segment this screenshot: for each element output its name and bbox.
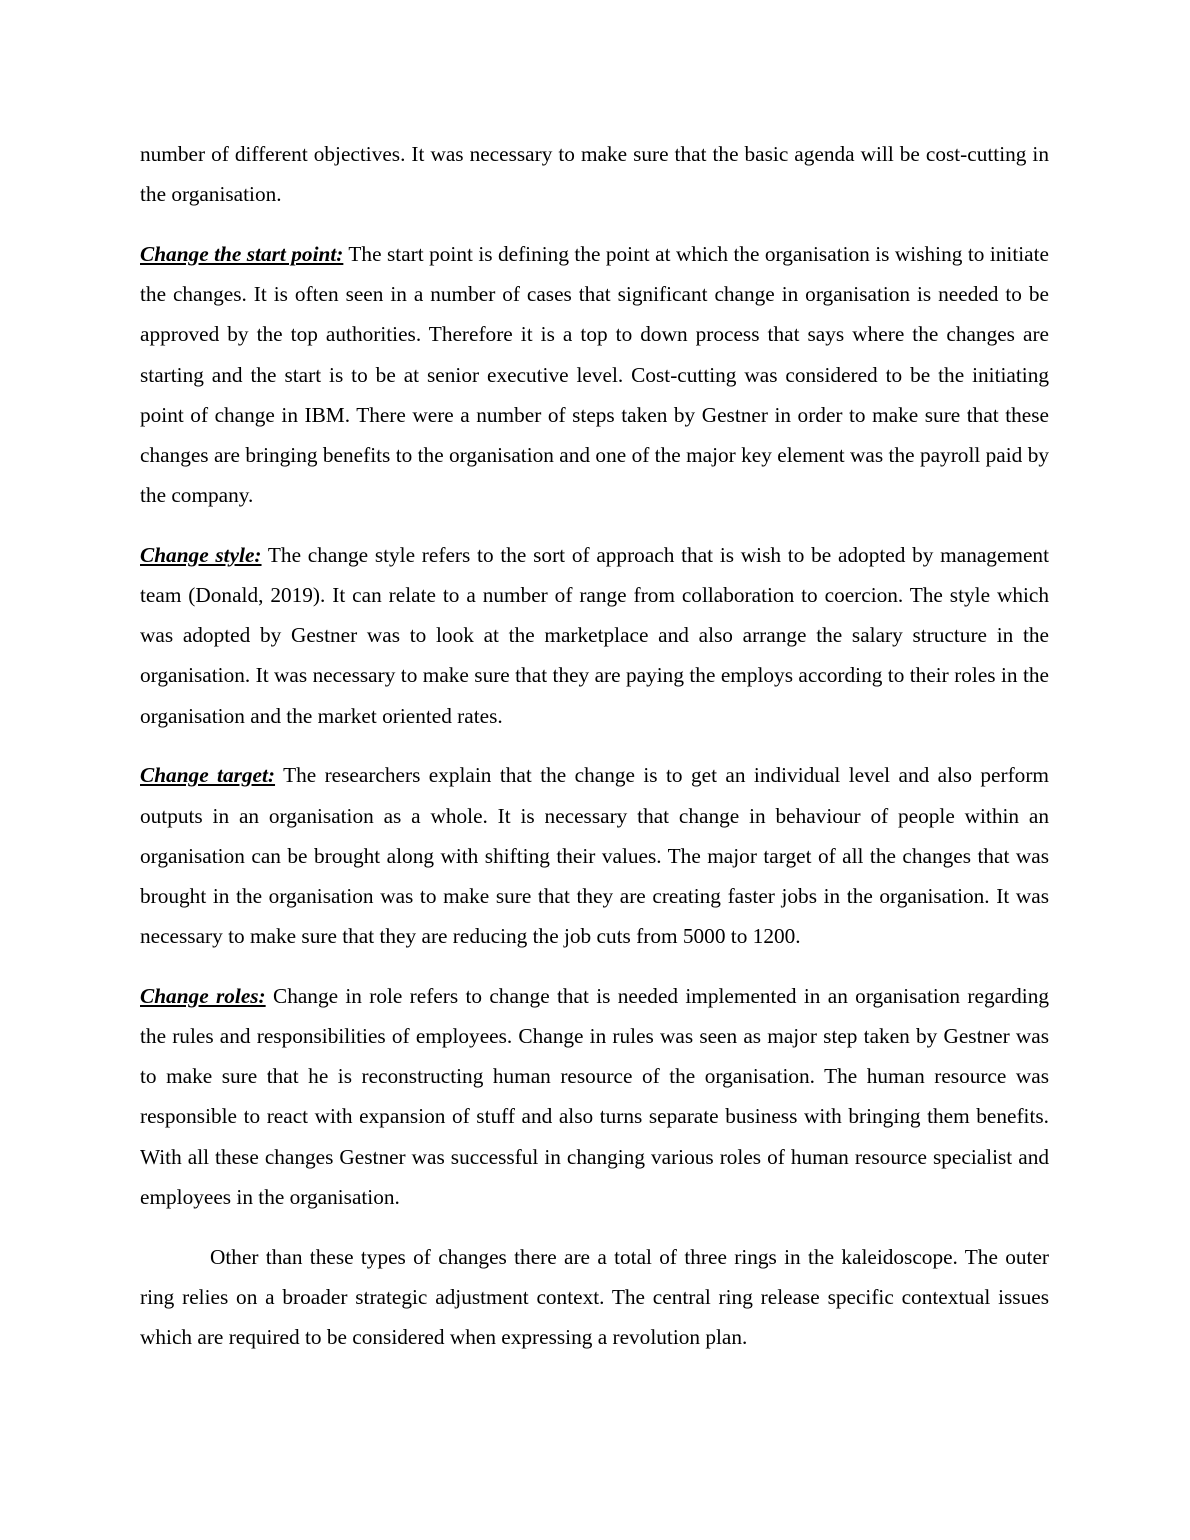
paragraph-intro	[140, 134, 1049, 214]
paragraph-text: Other than these types of changes there are a total of three rings in the kaleidoscope. The outer ring relies on a broader strategic adjustment context. The central ring release specific contextual issues which are required to be considered when expressing a revolution plan.	[140, 1244, 1049, 1349]
paragraph-kaleidoscope	[140, 1237, 1049, 1358]
document-page	[140, 134, 1049, 1377]
paragraph-text: number of different objectives. It was necessary to make sure that the basic agenda will be cost-cutting in the organisation.	[140, 142, 1049, 207]
paragraph-change-roles	[140, 976, 1049, 1217]
paragraph-text: The start point is defining the point at which the organisation is wishing to initiate the changes. It is often seen in a number of cases that significant change in organisation is needed to be approved by the top authorities. Therefore it is a top to down process that says where the changes are starting and the start is to be at senior executive level. Cost-cutting was considered to be the initiating point of change in IBM. There were a number of steps taken by Gestner in order to make sure that these changes are bringing benefits to the organisation and one of the major key element was the payroll paid by the company.	[140, 241, 1049, 508]
section-heading: Change style:	[140, 542, 262, 567]
section-heading: Change roles:	[140, 983, 266, 1008]
section-heading: Change target:	[140, 763, 276, 788]
paragraph-change-style	[140, 535, 1049, 736]
paragraph-text: The change style refers to the sort of approach that is wish to be adopted by management team (Donald, 2019). It can relate to a number of range from collaboration to coercion. The style which was adopted by Gestner was to look at the marketplace and also arrange the salary structure in the organisation. It was necessary to make sure that they are paying the employs according to their roles in the organisation and the market oriented rates.	[140, 542, 1049, 728]
paragraph-text: Change in role refers to change that is needed implemented in an organisation regarding the rules and responsibilities of employees. Change in rules was seen as major step taken by Gestner was to make sure that he is reconstructing human resource of the organisation. The human resource was responsible to react with expansion of stuff and also turns separate business with bringing them benefits. With all these changes Gestner was successful in changing various roles of human resource specialist and employees in the organisation.	[140, 983, 1050, 1209]
paragraph-change-start-point	[140, 234, 1049, 515]
paragraph-text: The researchers explain that the change is to get an individual level and also perform outputs in an organisation as a whole. It is necessary that change in behaviour of people within an organisation can be brought along with shifting their values. The major target of all the changes that was brought in the organisation was to make sure that they are creating faster jobs in the organisation. It was necessary to make sure that they are reducing the job cuts from 5000 to 1200.	[140, 763, 1049, 949]
section-heading: Change the start point:	[140, 241, 344, 266]
paragraph-change-target	[140, 755, 1049, 956]
